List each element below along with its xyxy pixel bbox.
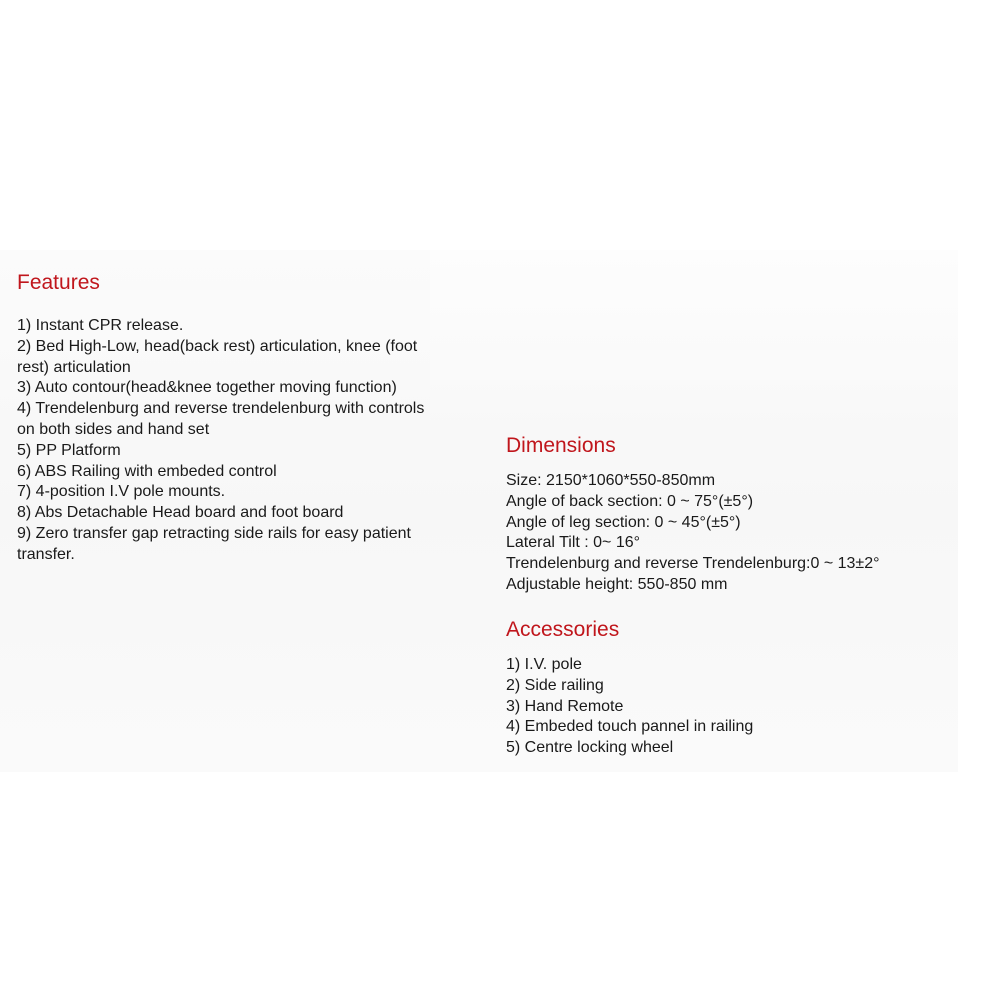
dimensions-section: [506, 434, 976, 596]
list-item: 5) PP Platform: [17, 441, 121, 459]
list-item: 6) ABS Railing with embeded control: [17, 462, 277, 480]
dimensions-heading: Dimensions: [506, 434, 616, 457]
list-item: Lateral Tilt : 0~ 16°: [506, 534, 641, 552]
list-item: Adjustable height: 550-850 mm: [506, 575, 728, 593]
list-item: 3) Hand Remote: [506, 697, 624, 715]
list-item: Angle of back section: 0 ~ 75°(±5°): [506, 492, 754, 510]
list-item: 8) Abs Detachable Head board and foot board: [17, 504, 344, 522]
panel-highlight: [430, 250, 958, 440]
list-item: Size: 2150*1060*550-850mm: [506, 472, 716, 489]
features-section: [17, 271, 437, 566]
features-heading: Features: [17, 271, 100, 294]
accessories-heading: Accessories: [506, 618, 620, 641]
accessories-section: [506, 618, 976, 759]
list-item: 4) Trendelenburg and reverse trendelenburg with controls on both sides and hand set: [17, 400, 425, 438]
list-item: 9) Zero transfer gap retracting side rails for easy patient transfer.: [17, 524, 411, 563]
list-item: Trendelenburg and reverse Trendelenburg:0 ~ 13±2°: [506, 555, 880, 573]
features-list: [17, 316, 437, 566]
list-item: 4) Embeded touch pannel in railing: [506, 718, 754, 736]
list-item: 5) Centre locking wheel: [506, 739, 674, 757]
list-item: 2) Side railing: [506, 676, 604, 694]
list-item: 7) 4-position I.V pole mounts.: [17, 483, 226, 501]
list-item: 1) Instant CPR release.: [17, 317, 184, 334]
list-item: Angle of leg section: 0 ~ 45°(±5°): [506, 513, 741, 531]
list-item: 3) Auto contour(head&knee together moving function): [17, 379, 397, 397]
list-item: 1) I.V. pole: [506, 656, 582, 673]
dimensions-list: [506, 471, 976, 596]
accessories-list: [506, 655, 976, 759]
list-item: 2) Bed High-Low, head(back rest) articulation, knee (foot rest) articulation: [17, 337, 418, 376]
